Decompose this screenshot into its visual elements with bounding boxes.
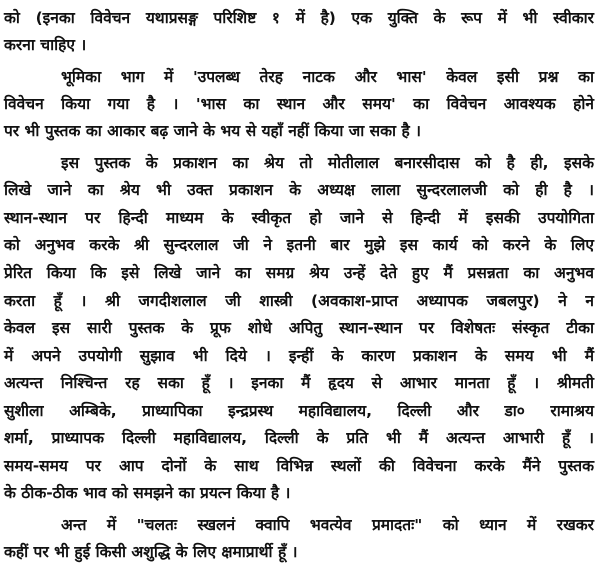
text-line-content: इस पुस्तक के प्रकाशन का श्रेय तो मोतीलाल बनारसीदास को है ही, इसके	[61, 154, 594, 172]
text-line-content: स्थान-स्थान पर हिन्दी माध्यम के स्वीकृत हो जाने से हिन्दी में इसकी उपयोगिता	[4, 209, 594, 227]
text-line-content: पर भी पुस्तक का आकार बढ़ जाने के भय से यहाँ नहीं किया जा सका है ।	[4, 122, 421, 140]
text-line	[0, 116, 600, 146]
text-line	[0, 451, 600, 481]
text-line-content: करता हूँ । श्री जगदीशलाल जी शास्त्री (अवकाश-प्राप्त अध्यापक जबलपुर) ने न	[4, 292, 594, 310]
text-line	[0, 286, 600, 316]
text-line	[0, 423, 600, 453]
text-line-content: विवेचन किया गया है । 'भास का स्थान और समय' का विवेचन आवश्यक होने	[4, 95, 594, 113]
text-line-content: करना चाहिए ।	[4, 36, 87, 54]
text-line	[0, 510, 600, 540]
text-line	[0, 89, 600, 119]
text-line-content: में अपने उपयोगी सुझाव भी दिये । इन्हीं के कारण प्रकाशन के समय भी मैं	[4, 347, 594, 365]
text-line	[0, 396, 600, 426]
text-line-content: अत्यन्त निश्चिन्त रह सका हूँ । इनका मैं हृदय से आभार मानता हूँ । श्रीमती	[4, 374, 594, 392]
text-line	[0, 62, 600, 92]
text-line	[0, 30, 600, 60]
text-line	[0, 203, 600, 233]
text-line-content: अन्त में "चलतः स्खलनं क्वापि भवत्येव प्रमादतः" को ध्यान में रखकर	[61, 516, 594, 534]
text-line-content: को (इनका विवेचन यथाप्रसङ्ग परिशिष्ट १ में है) एक युक्ति के रूप में भी स्वीकार	[4, 9, 594, 27]
text-line	[0, 478, 600, 508]
text-line	[0, 537, 600, 567]
text-line-content: भूमिका भाग में 'उपलब्ध तेरह नाटक और भास' केवल इसी प्रश्न का	[61, 68, 594, 86]
text-line-content: को अनुभव करके श्री सुन्दरलाल जी ने इतनी बार मुझे इस कार्य को करने के लिए	[4, 236, 594, 254]
text-line-content: लिखे जाने का श्रेय भी उक्त प्रकाशन के अध्यक्ष लाला सुन्दरलालजी को ही है ।	[4, 181, 594, 199]
text-line	[0, 148, 600, 178]
text-line-content: समय-समय पर आप दोनों के साथ विभिन्न स्थलों की विवेचना करके मैंने पुस्तक	[4, 457, 594, 475]
text-line	[0, 3, 600, 33]
text-line	[0, 368, 600, 398]
text-line	[0, 258, 600, 288]
text-line-content: केवल इस सारी पुस्तक के प्रूफ शोधे अपितु स्थान-स्थान पर विशेषतः संस्कृत टीका	[4, 319, 594, 337]
text-line	[0, 230, 600, 260]
text-line-content: सुशीला अम्बिके, प्राध्यापिका इन्द्रप्रस्थ महाविद्यालय, दिल्ली और डा० रामाश्रय	[4, 402, 594, 420]
text-line	[0, 175, 600, 205]
text-line	[0, 341, 600, 371]
text-line-content: के ठीक-ठीक भाव को समझने का प्रयत्न किया है ।	[4, 484, 291, 502]
text-line-content: प्रेरित किया कि इसे लिखे जाने का समग्र श्रेय उन्हें देते हुए मैं प्रसन्नता का अनुभव	[4, 264, 594, 282]
text-line-content: कहीं पर भी हुई किसी अशुद्धि के लिए क्षमाप्रार्थी हूँ ।	[4, 543, 298, 561]
text-line-content: शर्मा, प्राध्यापक दिल्ली महाविद्यालय, दिल्ली के प्रति भी मैं अत्यन्त आभारी हूँ ।	[4, 429, 594, 447]
text-line	[0, 313, 600, 343]
